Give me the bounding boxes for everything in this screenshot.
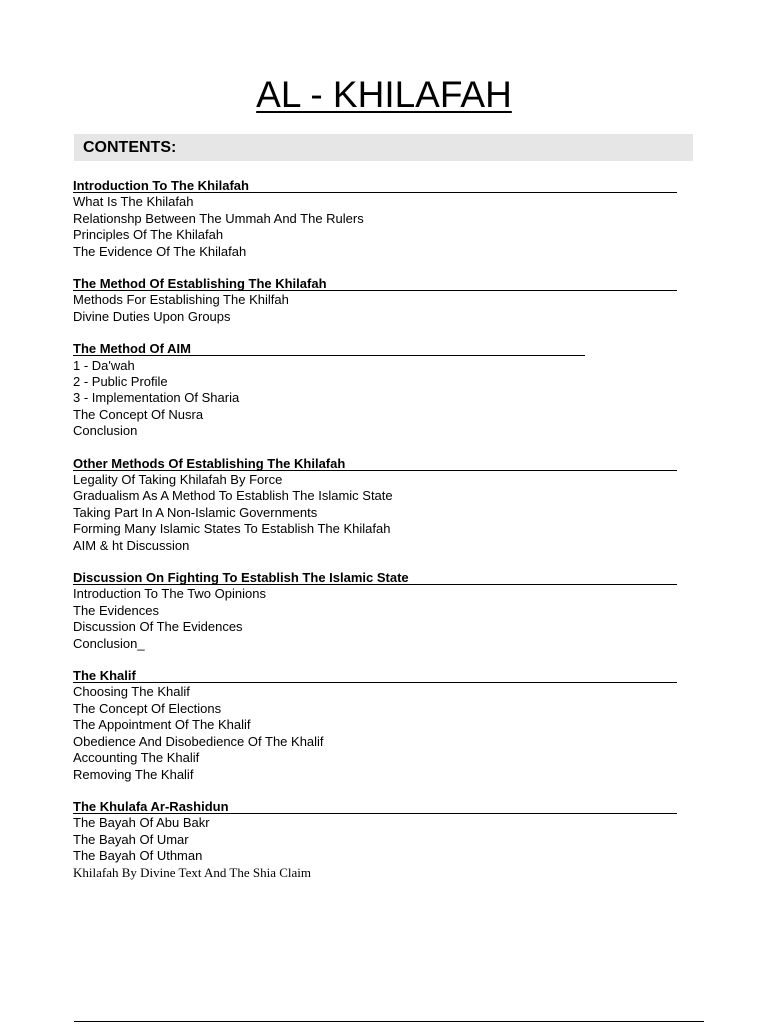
table-of-contents: [73, 178, 693, 897]
toc-entry: The Evidences: [73, 602, 159, 618]
section-heading: The Khulafa Ar-Rashidun: [73, 799, 693, 815]
toc-entry: The Bayah Of Abu Bakr: [73, 815, 210, 831]
toc-entry: Legality Of Taking Khilafah By Force: [73, 472, 283, 488]
toc-entry: The Concept Of Elections: [73, 700, 222, 716]
document-title: AL - KHILAFAH: [256, 74, 512, 115]
toc-entry: What Is The Khilafah: [73, 194, 194, 210]
contents-label: CONTENTS:: [83, 139, 177, 156]
toc-entry: Discussion Of The Evidences: [73, 619, 243, 635]
heading-rule: [73, 682, 677, 683]
toc-section-introduction: [73, 178, 693, 260]
toc-entry: Introduction To The Two Opinions: [73, 586, 266, 602]
toc-entry: 2 - Public Profile: [73, 374, 168, 390]
toc-entry: Relationshp Between The Ummah And The Rulers: [73, 210, 364, 226]
section-heading: Introduction To The Khilafah: [73, 178, 693, 194]
toc-entry: Removing The Khalif: [73, 766, 194, 782]
toc-entry: Choosing The Khalif: [73, 684, 190, 700]
toc-entry: Accounting The Khalif: [73, 750, 200, 766]
section-heading: The Method Of AIM: [73, 341, 693, 357]
toc-entry: Divine Duties Upon Groups: [73, 308, 231, 324]
toc-section-the-khalif: [73, 668, 693, 783]
section-heading: The Khalif: [73, 668, 693, 684]
toc-entry: Taking Part In A Non-Islamic Governments: [73, 504, 318, 520]
toc-section-method-of-aim: [73, 341, 693, 439]
section-heading: Other Methods Of Establishing The Khilafah: [73, 456, 693, 472]
toc-entry: Principles Of The Khilafah: [73, 227, 224, 243]
toc-entry: The Appointment Of The Khalif: [73, 717, 251, 733]
toc-entry: The Evidence Of The Khilafah: [73, 243, 247, 259]
toc-entry: Obedience And Disobedience Of The Khalif: [73, 733, 324, 749]
toc-section-method-establishing: [73, 276, 693, 325]
toc-section-other-methods: [73, 456, 693, 554]
toc-entry: Conclusion_: [73, 635, 145, 651]
toc-entry: Khilafah By Divine Text And The Shia Claim: [73, 864, 311, 880]
toc-entry: 1 - Da'wah: [73, 357, 135, 373]
toc-entry: Conclusion: [73, 423, 138, 439]
section-heading: Discussion On Fighting To Establish The Islamic State: [73, 570, 693, 586]
toc-entry: AIM & ht Discussion: [73, 537, 190, 553]
section-heading: The Method Of Establishing The Khilafah: [73, 276, 693, 292]
toc-entry: The Bayah Of Uthman: [73, 848, 203, 864]
contents-header-bar: [74, 134, 693, 161]
toc-entry: 3 - Implementation Of Sharia: [73, 390, 240, 406]
toc-entry: The Concept Of Nusra: [73, 406, 204, 422]
toc-section-discussion-fighting: [73, 570, 693, 652]
toc-entry: Methods For Establishing The Khilfah: [73, 292, 289, 308]
footer-rule: [74, 1021, 704, 1022]
toc-entry: Gradualism As A Method To Establish The Islamic State: [73, 488, 393, 504]
toc-entry: The Bayah Of Umar: [73, 831, 189, 847]
toc-section-khulafa-rashidun: [73, 799, 693, 881]
toc-entry: Forming Many Islamic States To Establish The Khilafah: [73, 521, 391, 537]
